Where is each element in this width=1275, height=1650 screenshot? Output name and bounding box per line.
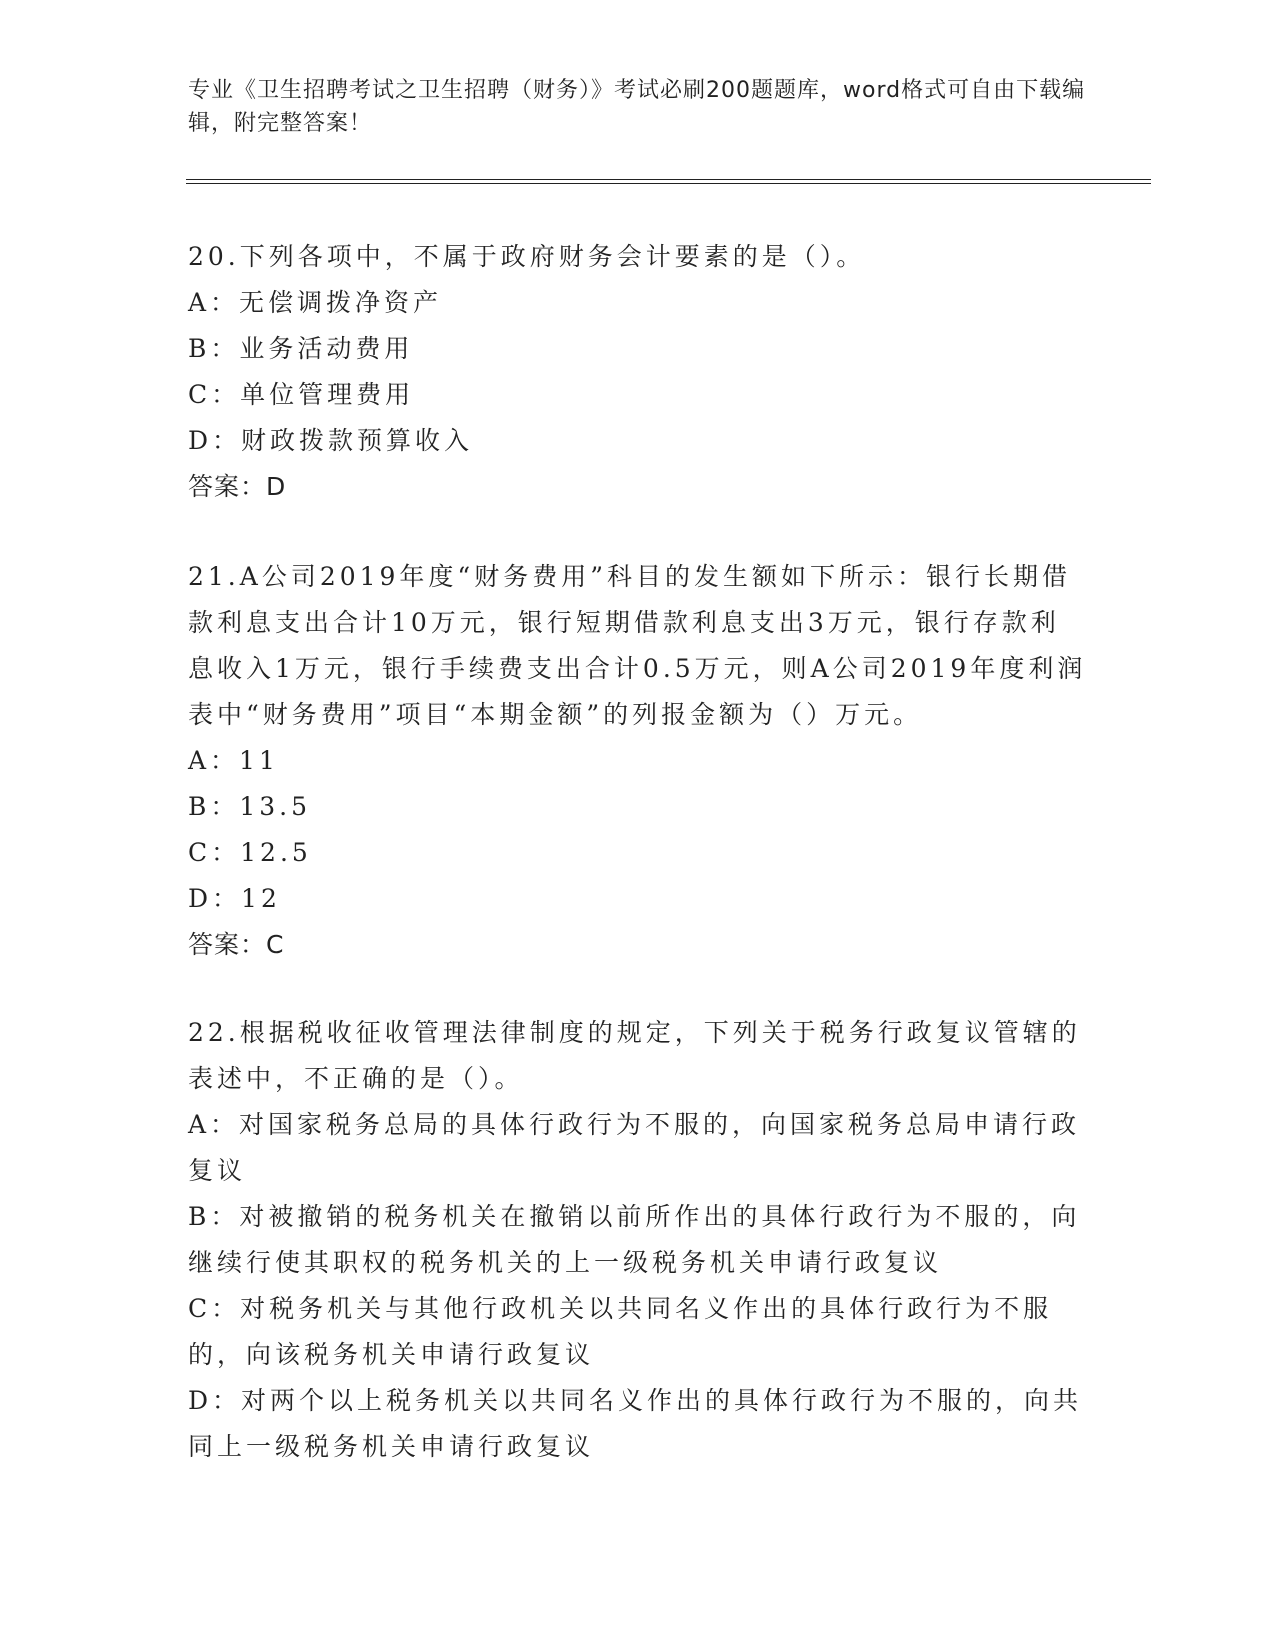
option-c: C：12.5 [188, 838, 312, 867]
answer: 答案：C [188, 930, 285, 959]
option-d: D：对两个以上税务机关以共同名义作出的具体行政行为不服的，向共同上一级税务机关申请行政复议 [188, 1386, 1083, 1461]
option-c: C：对税务机关与其他行政机关以共同名义作出的具体行政行为不服的，向该税务机关申请行政复议 [188, 1294, 1053, 1369]
header-divider-bottom [186, 183, 1151, 184]
option-a: A：对国家税务总局的具体行政行为不服的，向国家税务总局申请行政复议 [188, 1110, 1081, 1185]
answer: 答案：D [188, 472, 287, 501]
option-c: C：单位管理费用 [188, 380, 415, 409]
option-b: B：13.5 [188, 792, 312, 821]
question-stem: 22.根据税收征收管理法律制度的规定，下列关于税务行政复议管辖的表述中，不正确的是（）。 [188, 1018, 1081, 1093]
option-d: D：12 [188, 884, 281, 913]
question-stem: 20.下列各项中，不属于政府财务会计要素的是（）。 [188, 242, 866, 271]
option-a: A：11 [188, 746, 279, 775]
header-divider-top [186, 179, 1151, 180]
option-d: D：财政拨款预算收入 [188, 426, 474, 455]
question-22 [188, 1010, 1088, 1470]
question-21 [188, 554, 1088, 968]
document-header: 专业《卫生招聘考试之卫生招聘（财务）》考试必刷200题题库，word格式可自由下载编辑，附完整答案！ [188, 78, 1086, 136]
option-b: B：对被撤销的税务机关在撤销以前所作出的具体行政行为不服的，向继续行使其职权的税务机关的上一级税务机关申请行政复议 [188, 1202, 1081, 1277]
option-a: A：无偿调拨净资产 [188, 288, 443, 317]
option-b: B：业务活动费用 [188, 334, 414, 363]
question-20 [188, 234, 1088, 510]
question-stem: 21.A公司2019年度“财务费用”科目的发生额如下所示：银行长期借款利息支出合计10万元，银行短期借款利息支出3万元，银行存款利息收入1万元，银行手续费支出合计0.5万元，则A公司2019年度利润表中“财务费用”项目“本期金额”的列报金额为（）万元。 [188, 562, 1087, 729]
